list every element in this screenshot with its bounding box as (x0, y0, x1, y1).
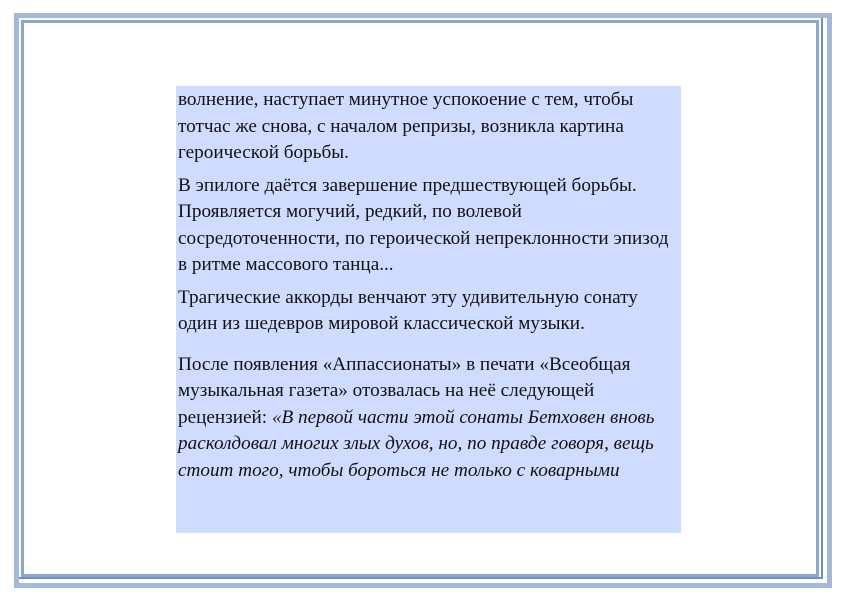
paragraph-4-quote: «В первой части этой сонаты Бетховен вновь расколдовал многих злых духов, но, по правде говоря, вещь стоит того, чтобы бороться не только с коварными (178, 406, 655, 481)
slide-text-box (176, 86, 681, 533)
paragraph-1: волнение, наступает минутное успокоение с тем, чтобы тотчас же снова, с началом репризы, возникла картина героической борьбы. (178, 89, 634, 163)
paragraph-2: В эпилоге даётся завершение предшествующей борьбы. Проявляется могучий, редкий, по волевой сосредоточенности, по героической непреклонности эпизод в ритме массового танца... (178, 174, 669, 275)
paragraph-4-plain: После появления «Аппассионаты» в печати «Всеобщая музыкальная газета» отозвалась на неё следующей рецензией: (178, 353, 631, 428)
paragraph-3: Трагические аккорды венчают эту удивительную сонату один из шедевров мировой классической музыки. (178, 286, 638, 334)
paragraph-4 (178, 352, 681, 485)
